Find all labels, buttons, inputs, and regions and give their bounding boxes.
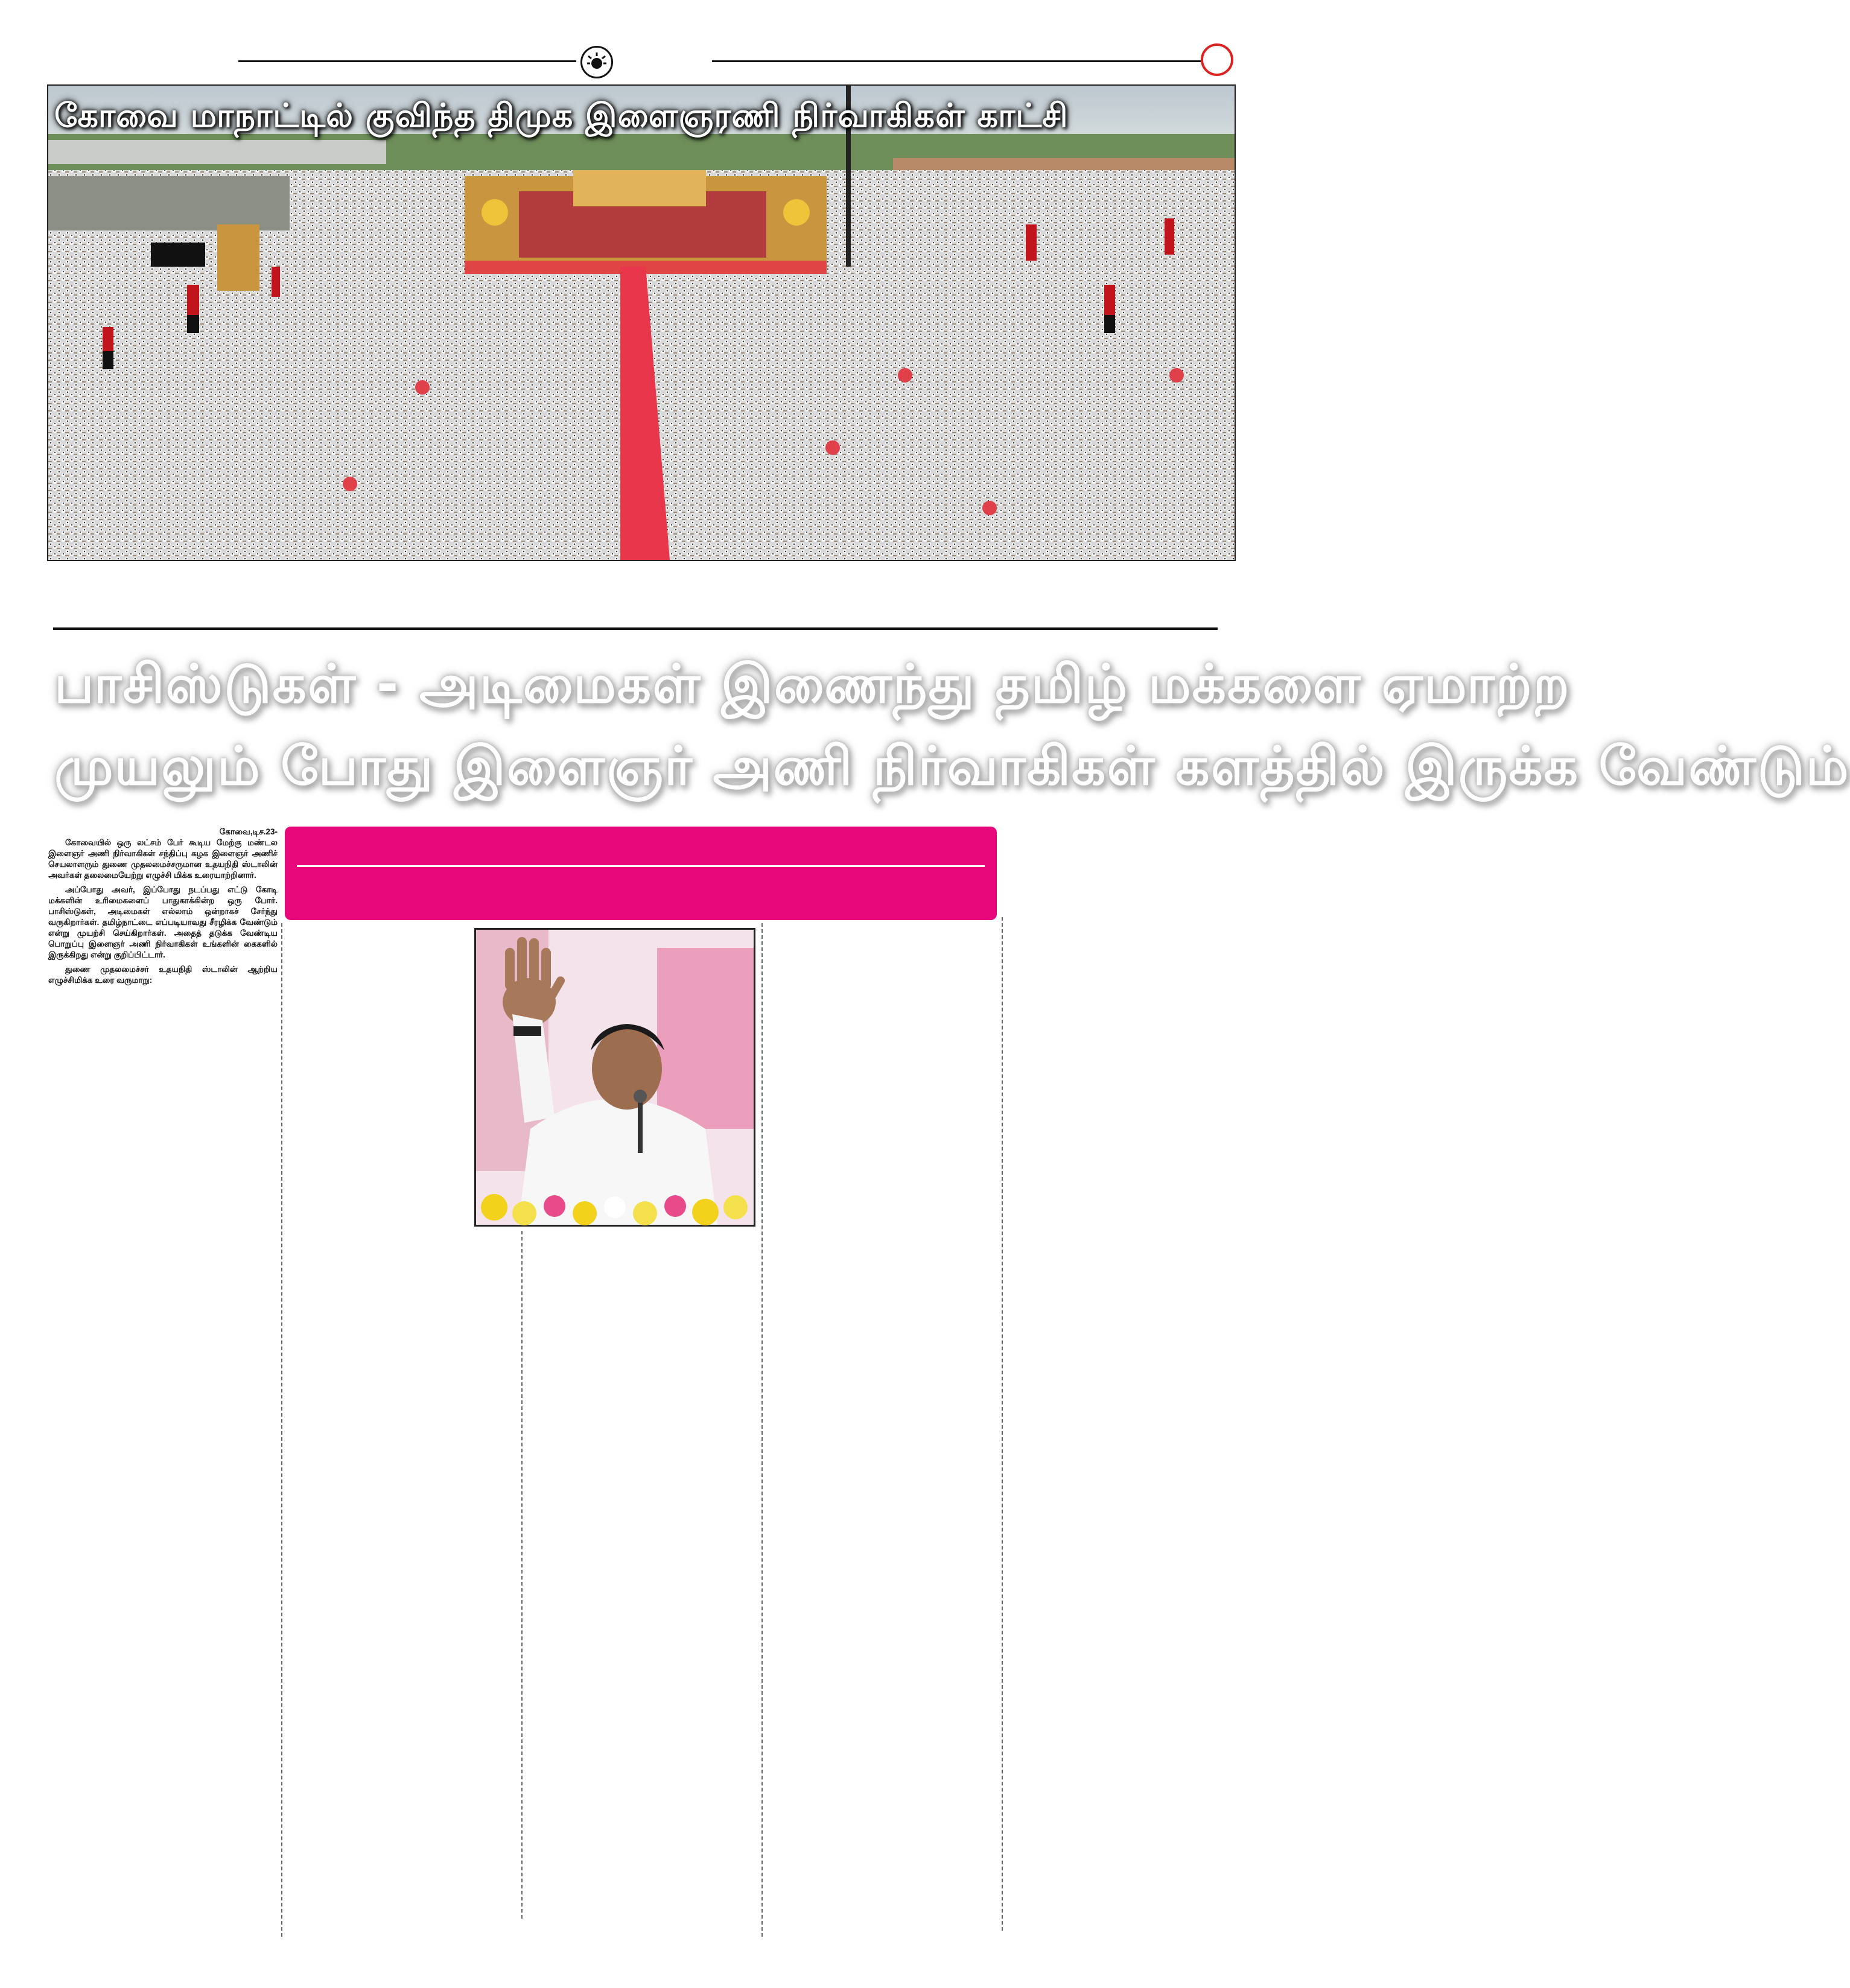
column-separator	[281, 923, 282, 1937]
article-paragraph: துணை முதலமைச்சர் உதயநிதி ஸ்டாலின் ஆற்றிய எழுச்சிமிக்க உரை வருமாறு:	[48, 965, 278, 985]
masthead-rule-left	[238, 60, 576, 62]
speaker-illustration	[476, 930, 754, 1225]
article-paragraph: அப்போது அவர், இப்போது நடப்பது எட்டு கோடி மக்களின் உரிமைகளைப் பாதுகாக்கின்ற ஒரு போர். பாசிஸ்டுகள், அடிமைகள் எல்லாம் ஒன்றாகச் சேர்ந்து வருகிறார்கள். தமிழ்நாட்டை எப்படியாவது சீரழிக்க வேண்டும் என்று முயற்சி செய்கிறார்கள். அதைத் தடுக்க வேண்டிய பொறுப்பு இளைஞர் அணி நிர்வாகிகள் உங்களின் கைகளில் இருக்கிறது என்று குறிப்பிட்டார்.	[48, 885, 278, 959]
dateline: கோவை,டிச.23-	[219, 827, 278, 836]
rally-crowd-photo	[47, 84, 1236, 561]
emblem-graphic	[586, 51, 608, 73]
column-separator	[521, 1231, 523, 1919]
article-paragraph: கோவையில் ஒரு லட்சம் பேர் கூடிய மேற்கு மண்டல இளைஞர் அணி நிர்வாகிகள் சந்திப்பு கழக இளைஞர் அணிச் செயலாளரும் துணை முதலமைச்சருமான உதயநிதி ஸ்டாலின் அவர்கள் தலைமையேற்று எழுச்சி மிக்க உரையாற்றினார்.	[48, 838, 278, 880]
top-photo-caption: கோவை மாநாட்டில் குவிந்த திமுக இளைஞரணி நிர்வாகிகள் காட்சி	[54, 97, 1069, 135]
page-number-badge	[1201, 43, 1233, 76]
speaker-photo	[474, 928, 755, 1227]
column-separator	[761, 923, 763, 1937]
headline-line-2: முயலும் போது இளைஞர் அணி நிர்வாகிகள் களத்தில் இருக்க வேண்டும்	[54, 735, 1850, 797]
headline-line-1: பாசிஸ்டுகள் - அடிமைகள் இணைந்து தமிழ் மக்களை ஏமாற்ற	[54, 653, 1571, 715]
masthead-rule-right	[712, 60, 1201, 62]
highlight-box	[285, 827, 997, 920]
rally-crowd-illustration	[48, 86, 1235, 560]
rising-sun-emblem-icon	[580, 46, 613, 78]
headline-rule	[53, 627, 1218, 630]
article-column-1	[48, 827, 278, 989]
highlight-box-divider	[297, 865, 985, 867]
column-separator	[1002, 917, 1003, 1931]
